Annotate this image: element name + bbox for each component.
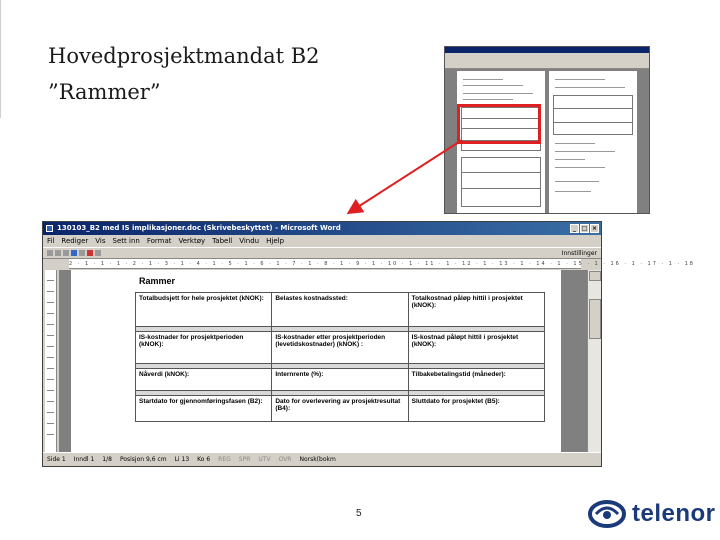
table-row (136, 332, 545, 364)
toolbar-button[interactable] (63, 250, 69, 256)
menu-tabell[interactable]: Tabell (212, 237, 233, 245)
menu-vis[interactable]: Vis (95, 237, 106, 245)
scroll-up-button[interactable] (589, 271, 601, 281)
toolbar-button[interactable] (87, 250, 93, 256)
table-cell[interactable]: Totalbudsjett for hele prosjektet (kNOK): (136, 293, 272, 327)
word-toolbar (43, 247, 601, 259)
word-statusbar (43, 452, 601, 466)
toolbar-button[interactable] (95, 250, 101, 256)
table-cell[interactable]: Belastes kostnadssted: (272, 293, 408, 327)
status-ext[interactable]: UTV (258, 456, 271, 463)
table-row (136, 369, 545, 391)
menu-format[interactable]: Format (146, 237, 172, 245)
maximize-button[interactable]: □ (581, 225, 588, 232)
slide-page-number: 5 (356, 508, 362, 519)
table-cell[interactable]: Nåverdi (kNOK): (136, 369, 272, 391)
status-section: Inndl 1 (73, 456, 95, 463)
status-column: Ko 6 (197, 456, 211, 463)
scroll-thumb[interactable] (589, 299, 601, 339)
word-menubar (43, 235, 601, 247)
menu-rediger[interactable]: Rediger (61, 237, 89, 245)
document-area (59, 270, 587, 452)
horizontal-ruler[interactable]: 2 · 1 · 1 · 1 · 2 · 1 · 3 · 1 · 4 · 1 · 5 · 1 · 6 · 1 · 7 · 1 · 8 · 1 · 9 · 1 · 10 · 1 · 11 · 1 · 12 · 1 · 13 · 1 · 14 · 1 · 15 · 1 · 16 · 1 · 17 · 1 · 18 (69, 261, 695, 267)
document-page[interactable] (71, 270, 561, 452)
table-cell[interactable]: Totalkostnad påløp hittil i prosjektet (kNOK): (408, 293, 544, 327)
menu-vindu[interactable]: Vindu (239, 237, 260, 245)
table-cell[interactable]: Dato for overlevering av prosjektresultat (B4): (272, 396, 408, 422)
word-window (42, 221, 695, 467)
status-trk[interactable]: SPR (238, 456, 251, 463)
toolbar-button[interactable] (71, 250, 77, 256)
menu-fil[interactable]: Fil (47, 237, 55, 245)
vertical-scrollbar[interactable] (587, 270, 601, 452)
menu-sett-inn[interactable]: Sett inn (112, 237, 140, 245)
word-titlebar (43, 222, 601, 235)
toolbar-insert-label[interactable]: Innstillinger (561, 249, 597, 257)
toolbar-button[interactable] (79, 250, 85, 256)
status-rec[interactable]: REG (218, 456, 231, 463)
vertical-ruler[interactable] (45, 270, 57, 452)
rammer-table (135, 292, 545, 422)
status-ovr[interactable]: OVR (278, 456, 292, 463)
table-cell[interactable]: Internrente (%): (272, 369, 408, 391)
status-line: Li 13 (174, 456, 190, 463)
telenor-logo-icon (588, 500, 626, 528)
status-pages: 1/8 (102, 456, 112, 463)
status-language[interactable]: Norsk(bokm (299, 456, 336, 463)
menu-hjelp[interactable]: Hjelp (266, 237, 285, 245)
status-page: Side 1 (47, 456, 66, 463)
status-position: Posisjon 9,6 cm (119, 456, 167, 463)
telenor-logo-text: telenor (632, 500, 716, 527)
slide-title-line-1: Hovedprosjektmandat B2 (48, 44, 320, 68)
close-button[interactable]: × (591, 225, 598, 232)
table-cell[interactable]: Startdato for gjennomføringsfasen (B2): (136, 396, 272, 422)
toolbar-button[interactable] (47, 250, 53, 256)
word-window-title: 130103_B2 med IS implikasjoner.doc (Skrivebeskyttet) - Microsoft Word (57, 224, 341, 232)
table-cell[interactable]: Sluttdato for prosjektet (B5): (408, 396, 544, 422)
telenor-logo (588, 500, 716, 528)
word-body (43, 270, 601, 452)
toolbar-button[interactable] (55, 250, 61, 256)
menu-verktoy[interactable]: Verktøy (178, 237, 206, 245)
table-row (136, 396, 545, 422)
document-heading: Rammer (139, 276, 176, 286)
word-app-icon (46, 225, 53, 232)
table-row (136, 293, 545, 327)
window-controls (570, 224, 599, 233)
table-cell[interactable]: IS-kostnad påløpt hittil i prosjektet (kNOK): (408, 332, 544, 364)
table-cell[interactable]: Tilbakebetalingstid (måneder): (408, 369, 544, 391)
table-cell[interactable]: IS-kostnader for prosjektperioden (kNOK): (136, 332, 272, 364)
table-cell[interactable]: IS-kostnader etter prosjektperioden (levetidskostnader) (kNOK) : (272, 332, 408, 364)
slide-title-line-2: ”Rammer” (48, 80, 161, 104)
minimize-button[interactable]: _ (570, 224, 579, 233)
